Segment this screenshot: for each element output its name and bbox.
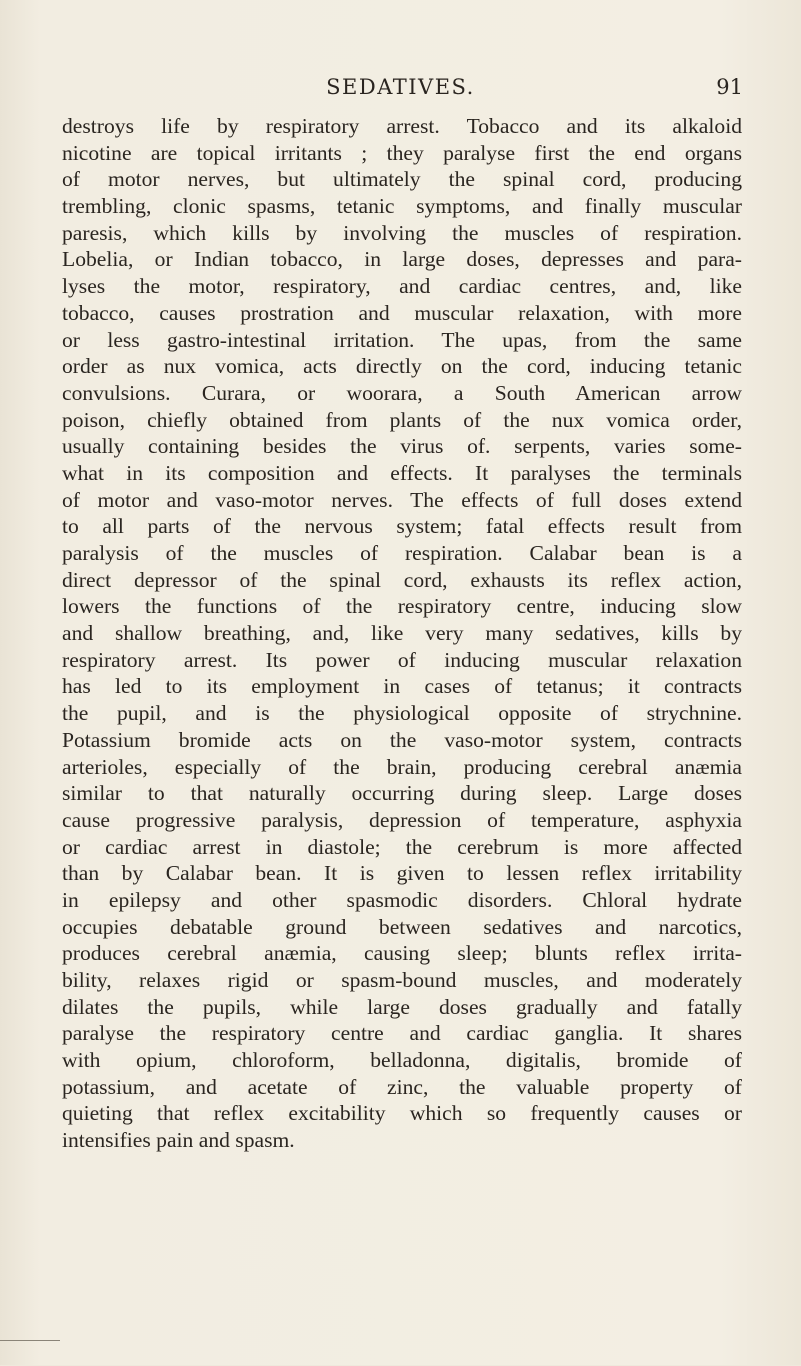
text-line: bility, relaxes rigid or spasm-bound muscles, and moderately (62, 968, 742, 992)
text-line: order as nux vomica, acts directly on the cord, inducing tetanic (62, 354, 742, 379)
text-line: cause progressive paralysis, depression of temperature, asphyxia (62, 807, 742, 832)
text-line: trembling, clonic spasms, tetanic symptoms, and finally muscular (62, 194, 742, 219)
text-line: dilates the pupils, while large doses gradually and fatally (62, 994, 742, 1019)
text-line: poison, chiefly obtained from plants of the nux vomica order, (62, 407, 742, 432)
text-line: than by Calabar bean. It is given to lessen reflex irritability (62, 861, 742, 886)
text-line: Potassium bromide acts on the vaso-motor system, contracts (62, 727, 742, 752)
page-number: 91 (716, 75, 743, 99)
text-line: or cardiac arrest in diastole; the cerebrum is more affected (62, 834, 742, 859)
text-line: usually containing besides the virus of. serpents, varies some- (62, 434, 742, 459)
text-line: lyses the motor, respiratory, and cardiac centres, and, like (62, 274, 742, 299)
text-line: intensifies pain and spasm. (62, 1128, 295, 1153)
text-line: potassium, and acetate of zinc, the valuable property of (62, 1074, 742, 1099)
text-line: quieting that reflex excitability which so frequently causes or (62, 1101, 742, 1126)
page-edge-rule (0, 1340, 60, 1366)
text-line: in epilepsy and other spasmodic disorders. Chloral hydrate (62, 887, 742, 912)
text-line: occupies debatable ground between sedatives and narcotics, (62, 914, 742, 939)
text-line: what in its composition and effects. It paralyses the terminals (62, 460, 742, 485)
text-line: and shallow breathing, and, like very many sedatives, kills by (62, 621, 742, 646)
text-line: tobacco, causes prostration and muscular relaxation, with more (62, 300, 742, 325)
text-line: direct depressor of the spinal cord, exhausts its reflex action, (62, 567, 742, 592)
text-line: with opium, chloroform, belladonna, digitalis, bromide of (62, 1048, 742, 1073)
text-line: similar to that naturally occurring during sleep. Large doses (62, 781, 742, 806)
text-line: Lobelia, or Indian tobacco, in large doses, depresses and para- (62, 247, 742, 272)
text-line: arterioles, especially of the brain, producing cerebral anæmia (62, 754, 742, 779)
running-title: SEDATIVES. (326, 75, 475, 99)
text-line: produces cerebral anæmia, causing sleep; blunts reflex irrita- (62, 941, 742, 966)
text-line: paralysis of the muscles of respiration. Calabar bean is a (62, 541, 742, 565)
text-line: or less gastro-intestinal irritation. The upas, from the same (62, 327, 742, 352)
body-paragraph (62, 113, 742, 1154)
text-line: the pupil, and is the physiological opposite of strychnine. (62, 701, 742, 726)
running-head (0, 75, 801, 105)
text-line: of motor nerves, but ultimately the spinal cord, producing (62, 167, 742, 192)
text-line: respiratory arrest. Its power of inducing muscular relaxation (62, 647, 742, 672)
text-line: paresis, which kills by involving the muscles of respiration. (62, 220, 742, 245)
text-line: nicotine are topical irritants ; they paralyse first the end organs (62, 140, 742, 165)
text-line: of motor and vaso-motor nerves. The effects of full doses extend (62, 487, 742, 512)
text-line: lowers the functions of the respiratory centre, inducing slow (62, 594, 742, 619)
text-line: convulsions. Curara, or woorara, a South American arrow (62, 380, 742, 405)
text-line: has led to its employment in cases of tetanus; it contracts (62, 674, 742, 699)
text-line: paralyse the respiratory centre and cardiac ganglia. It shares (62, 1021, 742, 1046)
text-line: to all parts of the nervous system; fatal effects result from (62, 514, 742, 539)
text-line: destroys life by respiratory arrest. Tobacco and its alkaloid (62, 114, 742, 138)
